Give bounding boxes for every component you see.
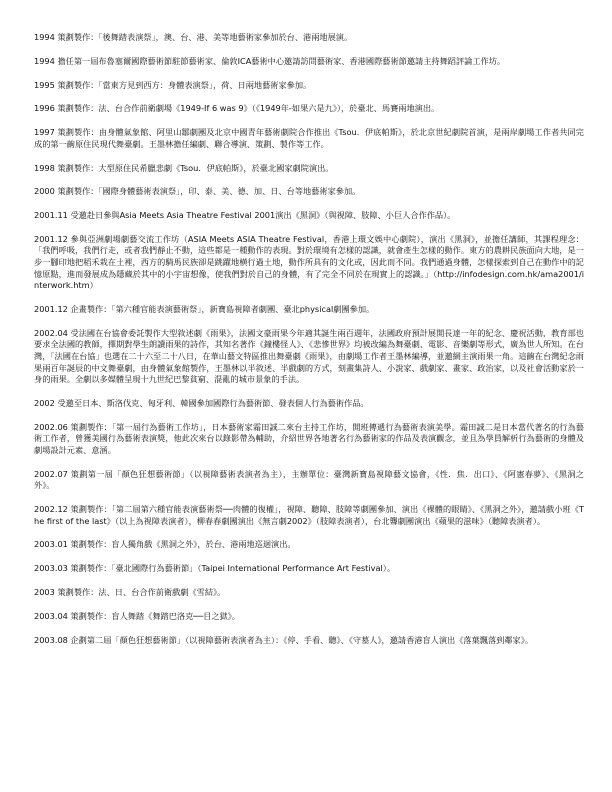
entry-1996-1949: 1996 策劃製作：法、台合作前衛劇場《1949-If 6 was 9》（《1949年-如果六是九》），於臺北、馬賽兩地演出。 [34,103,440,114]
entry-2002-04-hugo: 2002.04 受法國在台協會委託製作大型敘述劇《雨果》，法國文豪雨果今年適其誕生兩百週年，法國政府預計展開長達一年的紀念、慶祝活動，教育部也要求全法國的教師，擇期對學生朗讀雨果的詩作，其知名著作《鐘樓怪人》、《悲慘世界》均被改編為舞臺劇、電影、音樂劇等形式，廣為世人所知。在台灣，「法國在台協」也選在二十六至二十八日，在華山藝文特區推出舞臺劇《雨果》，由劇場工作者王墨林編導，並邀網主演雨果一角。這齣在台灣紀念雨果兩百年誕辰的中文舞臺劇，由身體氣象館製作，王墨林以半敘述、半戲劇的方式，刻畫集詩人、小說家、戲劇家、畫家、政治家，以及社會活動家於一身的雨果。全劇以多媒體呈現十九世紀巴黎貧窮、混亂的城市景象的手法。 [34,327,584,385]
entry-2002-06-workshop: 2002.06 策劃製作：「第一屆行為藝術工作坊」，日本藝術家霜田誠二來台主持工作坊，開班傳遞行為藝術表演美學。霜田誠二是日本當代著名的行為藝術工作者，曾獲美國行為藝術表演獎，他此次來台以錄影帶為輔助，介紹世界各地著名行為藝術家的作品及表演觀念，並且為學員解析行為藝術的身體及劇場設計元素、意涵。 [34,421,584,455]
entry-2000-body-art: 2000 策劃製作：「國際身體藝術表演祭」，印、泰、美、德、加、日、台等地藝術家參加。 [34,186,361,197]
entry-2003-04-butoh-baroque: 2003.04 策劃製作：盲人舞踏《舞踏巴洛克──目之獄》。 [34,610,240,621]
entry-2003-08-color-festival: 2003.08 企劃第二屆「顏色狂想藝術節」（以視障藝術表演者為主）：《停、手看、聽》、《守墓人》，邀請香港盲人演出《落葉飄落到鄰家》。 [34,634,534,645]
entry-2002-07-color-festival: 2002.07 策劃第一屆「顏色狂想藝術節」（以視障藝術表演者為主），主辦單位：臺灣新寶島視障藝文協會，《性．焦．出口》、《阿憲春夢》、《黑洞之外》。 [34,468,584,491]
entry-1995-east-west: 1995 策劃製作：「當東方見到西方：身體表演祭」，荷、日兩地藝術家參加。 [34,79,312,90]
entry-2003-01-black-hole: 2003.01 策劃製作：盲人獨角戲《黑洞之外》，於台、港兩地巡迴演出。 [34,539,296,550]
entry-1994-residency: 1994 擔任第一屆布魯塞爾國際藝術節駐節藝術家、倫敦ICA藝術中心邀請訪問藝術家、香港國際藝術節邀請主持舞蹈評論工作坊。 [34,55,506,66]
entry-2003-03-taipei-festival: 2003.03 策劃製作：「臺北國際行為藝術節」（Taipei International Performance Art Festival）。 [34,563,396,574]
entry-1997-tsou-beijing: 1997 策劃製作：由身體氣象館、阿里山鄒劇團及北京中國青年藝術劇院合作推出《Tsou．伊底帕斯》，於北京世紀劇院首演，是兩岸劇場工作者共同完成的第一齣原住民現代舞臺劇。王墨林擔任編劇、聯合導演、策劃、製作等工作。 [34,127,584,149]
entry-1994-post-butoh: 1994 策劃製作：「後舞踏表演祭」，澳、台、港、美等地藝術家參加於台、港兩地展演。 [34,32,353,42]
entry-2003-snow: 2003 策劃製作：法、日、台合作前衛戲劇《雪結》。 [34,587,226,597]
entry-2001-12-sixth-sense: 2001.12 企畫製作：「第六種官能表演藝術祭」，新寶島視障者劇團、臺北physical劇團參加。 [34,304,375,314]
entry-1998-tsou-taipei: 1998 策劃製作：大型原住民希臘悲劇《Tsou．伊底帕斯》，於臺北國家劇院演出。 [34,162,334,173]
entry-2001-11-japan: 2001.11 受邀赴日參與Asia Meets Asia Theatre Festival 2001演出《黑洞》（與視障、肢障、小巨人合作作品）。 [34,210,456,221]
entry-2001-12-hongkong: 2001.12 參與亞洲劇場劇藝交流工作坊（ASIA Meets ASIA Theatre Festival，香港上環文娛中心劇院），演出《黑洞》，並擔任講師，其課程理念：「我們呼吸，我們行走，或者我們靜止不動，這些都是一種動作的表現。對於環境有怎樣的認識，就會產生怎樣的動作。東方的農耕民族面向大地，是一步一腳印地把稻禾栽在土裡，西方的騎馬民族卻是跳躍地横行過土地，動作所具有的文化或，因此而不同。我們通過身體，怎樣探索到自己在動作中的記憶原點，進而發展成為隱藏於其中的小宇宙想像，使我們對於自己的身體，有了完全不同於在現實上的認識。」（http://infodesign.com.hk/ama2001/interwork.htm） [34,233,584,291]
entry-2002-international: 2002 受邀至日本、斯洛伐克、匈牙利、韓國參加國際行為藝術節、發表個人行為藝術作品。 [34,397,369,408]
entry-2002-12-second-sixth-sense: 2002.12 策劃製作：「第二屆第六種官能表演藝術祭──肉體的復權」，視障、聽障、肢障等劇團參加、演出《裸體的眼睛》、《黑洞之外》，邀請戲小班《The first of the last》（以上為視障表演者），柳春春劇團演出《無言劇2002》（肢障表演者），台北聾劇團演出《蘋果的滋味》（聽障表演者）。 [34,504,584,526]
